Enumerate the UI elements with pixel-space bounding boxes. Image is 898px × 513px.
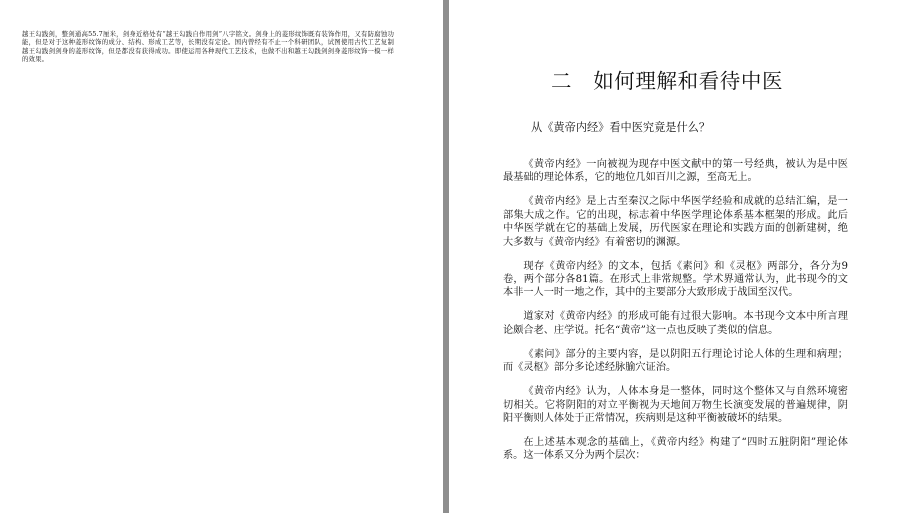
paragraph-5: 《素问》部分的主要内容，是以阴阳五行理论讨论人体的生理和病理；而《灵枢》部分多论述经脉腧穴证治。 [503,348,848,374]
body-text [503,158,848,473]
paragraph-7: 在上述基本观念的基础上，《黄帝内经》构建了“四时五脏阴阳”理论体系。这一体系又分为两个层次： [503,437,848,462]
paragraph-2: 《黄帝内经》是上古至秦汉之际中华医学经验和成就的总结汇编，是一部集大成之作。它的出现，标志着中华医学理论体系基本框架的形成。此后中华医学就在它的基础上发展，历代医家在理论和实践方面的创新建树，绝大多数与《黄帝内经》有着密切的渊源。 [503,196,848,248]
left-page-paragraph: 越王勾践剑，整剑通高55.7厘米，剑身近格处有“越王勾践自作用剑”八字铭文。剑身上的菱形纹饰既有装饰作用，又有防腐蚀功能，但是对于这种菱形纹饰的成分、结构、形成工艺等，长期没有定论。国内曾经有不止一个科研团队，试图使用古代工艺复制越王勾践剑剑身的菱形纹饰，但是都没有获得成功。即使运用各种现代工艺技术，也做不出和越王勾践剑剑身菱形纹饰一模一样的效果。 [22,30,394,63]
chapter-title: 二 如何理解和看待中医 [551,69,784,93]
paragraph-3: 现存《黄帝内经》的文本，包括《素问》和《灵枢》两部分，各分为9卷，两个部分各81篇。在形式上非常规整。学术界通常认为，此书现今的文本非一人一时一地之作，其中的主要部分大致形成于战国至汉代。 [503,260,848,299]
section-subtitle: 从《黄帝内经》看中医究竟是什么？ [531,121,711,134]
paragraph-6: 《黄帝内经》认为，人体本身是一整体，同时这个整体又与自然环境密切相关。它将阴阳的对立平衡视为天地间万物生长演变发展的普遍规律，阴阳平衡则人体处于正常情况，疾病则是这种平衡被破坏的结果。 [503,386,848,425]
right-page [449,0,898,513]
paragraph-4: 道家对《黄帝内经》的形成可能有过很大影响。本书现今文本中所言理论颇合老、庄学说。托名“黄帝”这一点也反映了类似的信息。 [503,311,848,336]
left-page [0,0,443,513]
paragraph-1: 《黄帝内经》一向被视为现存中医文献中的第一号经典，被认为是中医最基础的理论体系，它的地位几如百川之源，至高无上。 [503,159,848,184]
